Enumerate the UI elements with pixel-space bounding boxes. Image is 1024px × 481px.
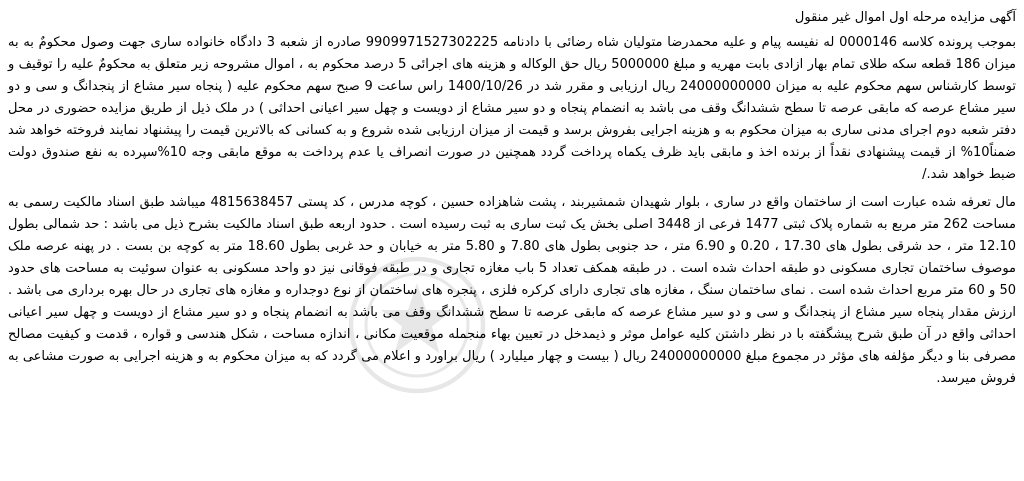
notice-paragraph-property-description: مال تعرفه شده عبارت است از ساختمان واقع در ساری ، بلوار شهیدان شمشیربند ، پشت شاهزاده حسین ، کوچه مدرس ، کد پستی 4815638457 میباشد طبق اسناد مالکیت رسمی به مساحت 262 متر مربع به شماره پلاک ثبتی 1477 فرعی از 3448 اصلی بخش یک ثبت ساری به ثبت رسیده است . حدود اربعه طبق اسناد مالکیت بشرح ذیل می باشد : حد شمالی بطول 12.10 متر ، حد شرقی بطول های 17.30 ، 0.20 و 6.90 متر ، حد جنوبی بطول های 7.80 و 5.80 متر به خیابان و حد غربی بطول 18.60 متر به کوچه بن بست . در پهنه عرصه ملک موصوف ساختمان تجاری مسکونی دو طبقه احداث شده است . در طبقه همکف تعداد 5 باب مغازه تجاری و در طبقه فوقانی نیز دو واحد مسکونی به عنوان سوئیت به مساحت های حدود 50 و 60 متر مربع احداث شده است . نمای ساختمان سنگ ، مغازه های تجاری دارای کرکره فلزی ، پنجره های ساختمان از نوع دوجداره و مغازه های تجاری در حال بهره برداری می باشد . ارزش مقدار پنجاه سیر مشاع از پنجدانگ و سی و دو سیر مشاع عرصه که مابقی عرصه تا سطح ششدانگ وقف می باشد به انضمام پنجاه و دو سیر مشاع از دویست و چهل سیر اعیانی احداثی واقع در آن طبق شرح پیشگفته با در نظر داشتن کلیه عوامل موثر و ذیمدخل در تعیین بهاء منجمله موقعیت مکانی ، اندازه مساحت ، شکل هندسی و قواره ، قدمت و کیفیت مصالح مصرفی بنا و دیگر مؤلفه های مؤثر در مجموع مبلغ 24000000000 ریال ( بیست و چهار میلیارد ) ریال براورد و اعلام می گردد که به میزان محکوم به و هزینه اجرایی به صورت مشاعی به فروش میرسد. — [8, 195, 1017, 386]
notice-paragraph-auction-terms: بموجب پرونده کلاسه 0000146 له نفیسه پیام و علیه محمدرضا متولیان شاه رضائی با دادنامه 9909971527302225 صادره از شعبه 3 دادگاه خانواده ساری جهت وصول محکومٌ به به میزان 186 قطعه سکه طلای تمام بهار ازادی بابت مهریه و مبلغ 5000000 ریال حق الوکاله و هزینه های اجرائی 5 درصد محکوم به ، اموال مشروحه زیر متعلق به محکومٌ علیه را توقیف و توسط کارشناس سهم محکوم علیه به میزان 24000000000 ریال ارزیابی و مقرر شد در 1400/10/26 راس ساعت 9 صبح سهم محکوم علیه ( پنجاه سیر مشاع از پنجدانگ و سی و دو سیر مشاع عرصه که مابقی عرصه تا سطح ششدانگ وقف می باشد به انضمام پنجاه و دو سیر مشاع از دویست و چهل سیر اعیانی احداثی ) در ملک ذیل از طریق مزایده حضوری در محل دفتر شعبه دوم اجرای مدنی ساری به میزان محکوم به و هزینه اجرایی بفروش برسد و قیمت از میزان ارزیابی شده شروع و به کسانی که بالاترین قیمت را پیشنهاد نمایند فروخته خواهد شد ضمناً10% از قیمت پیشنهادی نقداً از برنده اخذ و مابقی باید ظرف یکماه پرداخت گردد همچنین در صورت انصراف یا عدم پرداخت به موقع مابقی وجه 10%سپرده به نفع صندوق دولت ضبط خواهد شد./ — [8, 35, 1017, 182]
notice-title: آگهی مزایده مرحله اول اموال غیر منقول — [794, 10, 1016, 25]
